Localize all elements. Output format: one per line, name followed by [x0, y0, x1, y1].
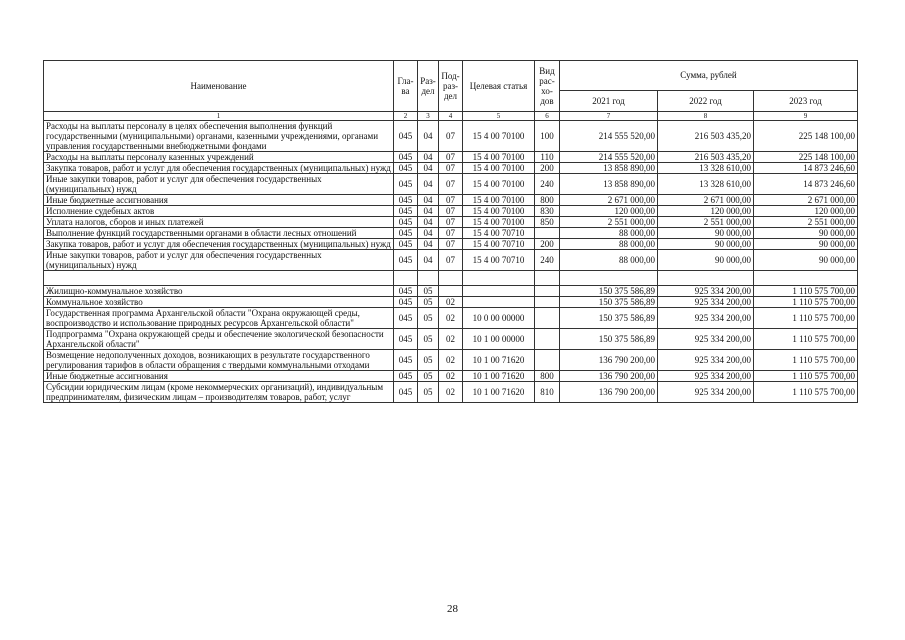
row-vid: 850: [535, 217, 560, 228]
row-sum-2023: 90 000,00: [754, 250, 858, 271]
row-sum-2022: 90 000,00: [658, 250, 754, 271]
row-sum-2022: 216 503 435,20: [658, 121, 754, 152]
row-razdel: 04: [418, 239, 439, 250]
row-podrazdel: 07: [439, 195, 463, 206]
table-row: [44, 239, 858, 250]
row-sum-2022: 925 334 200,00: [658, 382, 754, 403]
row-name: Иные закупки товаров, работ и услуг для обеспечения государственных (муниципальных) нужд: [44, 250, 394, 271]
row-podrazdel: 07: [439, 152, 463, 163]
row-podrazdel: 02: [439, 297, 463, 308]
row-name: Подпрограмма "Охрана окружающей среды и обеспечение экологической безопасности Архангельской области": [44, 329, 394, 350]
row-sum-2023: [754, 271, 858, 286]
row-razdel: [418, 271, 439, 286]
row-podrazdel: 07: [439, 239, 463, 250]
row-podrazdel: 07: [439, 121, 463, 152]
row-podrazdel: [439, 286, 463, 297]
row-tselevaya: 10 0 00 00000: [463, 308, 535, 329]
row-razdel: 04: [418, 195, 439, 206]
row-vid: 200: [535, 163, 560, 174]
row-sum-2021: 150 375 586,89: [560, 329, 658, 350]
row-glava: 045: [394, 382, 418, 403]
row-name: Расходы на выплаты персоналу казенных учреждений: [44, 152, 394, 163]
header-glava: Гла-ва: [394, 61, 418, 112]
row-sum-2021: 136 790 200,00: [560, 382, 658, 403]
row-vid: [535, 297, 560, 308]
header-vid: Вид рас-хо-дов: [535, 61, 560, 112]
row-glava: 045: [394, 195, 418, 206]
row-name: Иные бюджетные ассигнования: [44, 195, 394, 206]
row-sum-2021: 136 790 200,00: [560, 371, 658, 382]
header-year-2021: 2021 год: [560, 90, 658, 111]
row-sum-2022: 216 503 435,20: [658, 152, 754, 163]
row-glava: 045: [394, 152, 418, 163]
row-glava: 045: [394, 308, 418, 329]
row-sum-2023: 1 110 575 700,00: [754, 286, 858, 297]
row-name: Расходы на выплаты персоналу в целях обеспечения выполнения функций государственными (муниципальными) органами, казенными учреждениями, органами управления государственными внебюджетными фондами: [44, 121, 394, 152]
table-row: [44, 329, 858, 350]
row-podrazdel: 07: [439, 250, 463, 271]
row-sum-2022: 925 334 200,00: [658, 308, 754, 329]
row-vid: [535, 329, 560, 350]
row-name: Выполнение функций государственными органами в области лесных отношений: [44, 228, 394, 239]
row-sum-2023: 1 110 575 700,00: [754, 308, 858, 329]
row-glava: 045: [394, 228, 418, 239]
column-number: 2: [394, 112, 418, 121]
row-glava: 045: [394, 250, 418, 271]
row-sum-2023: 225 148 100,00: [754, 152, 858, 163]
header-summa: Сумма, рублей: [560, 61, 858, 91]
row-tselevaya: 15 4 00 70710: [463, 228, 535, 239]
row-razdel: 05: [418, 329, 439, 350]
header-razdel: Раз-дел: [418, 61, 439, 112]
row-sum-2021: 214 555 520,00: [560, 152, 658, 163]
row-tselevaya: 15 4 00 70100: [463, 163, 535, 174]
budget-table: [43, 60, 858, 403]
column-number: 3: [418, 112, 439, 121]
row-vid: 800: [535, 371, 560, 382]
row-vid: [535, 271, 560, 286]
row-podrazdel: 02: [439, 329, 463, 350]
row-tselevaya: 15 4 00 70100: [463, 217, 535, 228]
row-podrazdel: 02: [439, 308, 463, 329]
row-razdel: 04: [418, 152, 439, 163]
row-tselevaya: [463, 286, 535, 297]
table-row: [44, 350, 858, 371]
row-sum-2022: 120 000,00: [658, 206, 754, 217]
row-name: Иные бюджетные ассигнования: [44, 371, 394, 382]
row-razdel: 04: [418, 163, 439, 174]
row-podrazdel: 07: [439, 217, 463, 228]
table-row: [44, 286, 858, 297]
row-razdel: 04: [418, 228, 439, 239]
row-sum-2022: 2 671 000,00: [658, 195, 754, 206]
row-sum-2023: 14 873 246,60: [754, 163, 858, 174]
row-name: [44, 271, 394, 286]
row-sum-2022: [658, 271, 754, 286]
row-glava: 045: [394, 239, 418, 250]
row-podrazdel: 02: [439, 371, 463, 382]
row-glava: 045: [394, 371, 418, 382]
row-sum-2022: 925 334 200,00: [658, 371, 754, 382]
row-sum-2021: 150 375 586,89: [560, 308, 658, 329]
row-sum-2023: 2 551 000,00: [754, 217, 858, 228]
row-tselevaya: [463, 297, 535, 308]
row-razdel: 04: [418, 217, 439, 228]
table-row: [44, 206, 858, 217]
row-tselevaya: 10 1 00 00000: [463, 329, 535, 350]
row-razdel: 05: [418, 297, 439, 308]
row-glava: 045: [394, 206, 418, 217]
row-sum-2023: 225 148 100,00: [754, 121, 858, 152]
row-razdel: 05: [418, 350, 439, 371]
row-vid: [535, 350, 560, 371]
table-row: [44, 195, 858, 206]
row-vid: 240: [535, 250, 560, 271]
row-sum-2021: 13 858 890,00: [560, 174, 658, 195]
row-name: Жилищно-коммунальное хозяйство: [44, 286, 394, 297]
header-year-2023: 2023 год: [754, 90, 858, 111]
row-sum-2021: 13 858 890,00: [560, 163, 658, 174]
row-vid: 100: [535, 121, 560, 152]
row-sum-2021: 120 000,00: [560, 206, 658, 217]
row-tselevaya: 15 4 00 70710: [463, 239, 535, 250]
table-row: [44, 371, 858, 382]
column-number: 9: [754, 112, 858, 121]
row-sum-2021: 88 000,00: [560, 250, 658, 271]
column-number: 4: [439, 112, 463, 121]
row-sum-2023: 1 110 575 700,00: [754, 371, 858, 382]
table-row: [44, 163, 858, 174]
row-vid: 810: [535, 382, 560, 403]
table-body: [44, 121, 858, 403]
row-sum-2021: 150 375 586,89: [560, 297, 658, 308]
row-glava: 045: [394, 217, 418, 228]
row-sum-2023: 1 110 575 700,00: [754, 350, 858, 371]
header-year-2022: 2022 год: [658, 90, 754, 111]
row-razdel: 05: [418, 382, 439, 403]
row-vid: [535, 308, 560, 329]
row-tselevaya: 15 4 00 70100: [463, 206, 535, 217]
row-sum-2023: 2 671 000,00: [754, 195, 858, 206]
row-sum-2022: 13 328 610,00: [658, 163, 754, 174]
row-sum-2021: 88 000,00: [560, 239, 658, 250]
row-name: Субсидии юридическим лицам (кроме некоммерческих организаций), индивидуальным предпринимателям, физическим лицам – производителям товаров, работ, услуг: [44, 382, 394, 403]
row-name: Коммунальное хозяйство: [44, 297, 394, 308]
row-tselevaya: 15 4 00 70100: [463, 121, 535, 152]
row-tselevaya: 10 1 00 71620: [463, 350, 535, 371]
table-row: [44, 174, 858, 195]
row-sum-2023: 1 110 575 700,00: [754, 329, 858, 350]
row-razdel: 05: [418, 286, 439, 297]
table-row: [44, 217, 858, 228]
column-number: 6: [535, 112, 560, 121]
row-podrazdel: 02: [439, 350, 463, 371]
row-sum-2021: [560, 271, 658, 286]
table-row: [44, 308, 858, 329]
row-vid: 110: [535, 152, 560, 163]
row-vid: 200: [535, 239, 560, 250]
table-row: [44, 152, 858, 163]
row-vid: 800: [535, 195, 560, 206]
header-podrazdel: Под-раз-дел: [439, 61, 463, 112]
row-podrazdel: 02: [439, 382, 463, 403]
row-sum-2023: 90 000,00: [754, 239, 858, 250]
row-podrazdel: 07: [439, 163, 463, 174]
row-glava: 045: [394, 329, 418, 350]
row-sum-2023: 1 110 575 700,00: [754, 382, 858, 403]
row-glava: [394, 271, 418, 286]
row-name: Иные закупки товаров, работ и услуг для обеспечения государственных (муниципальных) нужд: [44, 174, 394, 195]
column-number: 8: [658, 112, 754, 121]
row-vid: 240: [535, 174, 560, 195]
row-sum-2023: 90 000,00: [754, 228, 858, 239]
row-razdel: 04: [418, 121, 439, 152]
header-name: Наименование: [44, 61, 394, 112]
row-podrazdel: 07: [439, 228, 463, 239]
row-sum-2021: 2 551 000,00: [560, 217, 658, 228]
row-sum-2022: 925 334 200,00: [658, 286, 754, 297]
row-tselevaya: 15 4 00 70100: [463, 152, 535, 163]
row-razdel: 05: [418, 308, 439, 329]
row-sum-2022: 925 334 200,00: [658, 329, 754, 350]
row-razdel: 05: [418, 371, 439, 382]
row-sum-2023: 1 110 575 700,00: [754, 297, 858, 308]
row-name: Уплата налогов, сборов и иных платежей: [44, 217, 394, 228]
table-row: [44, 228, 858, 239]
row-sum-2021: 214 555 520,00: [560, 121, 658, 152]
table-row: [44, 297, 858, 308]
table-row: [44, 271, 858, 286]
row-name: Исполнение судебных актов: [44, 206, 394, 217]
row-sum-2021: 88 000,00: [560, 228, 658, 239]
row-tselevaya: 10 1 00 71620: [463, 382, 535, 403]
row-name: Закупка товаров, работ и услуг для обеспечения государственных (муниципальных) нужд: [44, 163, 394, 174]
row-sum-2022: 2 551 000,00: [658, 217, 754, 228]
row-tselevaya: 15 4 00 70100: [463, 174, 535, 195]
row-tselevaya: 15 4 00 70100: [463, 195, 535, 206]
row-sum-2022: 13 328 610,00: [658, 174, 754, 195]
row-vid: [535, 228, 560, 239]
table-row: [44, 121, 858, 152]
row-razdel: 04: [418, 174, 439, 195]
column-number: 7: [560, 112, 658, 121]
row-sum-2021: 2 671 000,00: [560, 195, 658, 206]
row-sum-2021: 150 375 586,89: [560, 286, 658, 297]
row-name: Закупка товаров, работ и услуг для обеспечения государственных (муниципальных) нужд: [44, 239, 394, 250]
row-name: Государственная программа Архангельской области "Охрана окружающей среды, воспроизводство и использование природных ресурсов Архангельской области": [44, 308, 394, 329]
row-glava: 045: [394, 286, 418, 297]
row-name: Возмещение недополученных доходов, возникающих в результате государственного регулирования тарифов в области обращения с твердыми коммунальными отходами: [44, 350, 394, 371]
column-number-row: [44, 112, 858, 121]
row-sum-2022: 925 334 200,00: [658, 350, 754, 371]
column-number: 5: [463, 112, 535, 121]
row-glava: 045: [394, 121, 418, 152]
row-glava: 045: [394, 163, 418, 174]
table-row: [44, 250, 858, 271]
row-podrazdel: [439, 271, 463, 286]
row-sum-2022: 90 000,00: [658, 239, 754, 250]
row-glava: 045: [394, 350, 418, 371]
header-tselevaya: Целевая статья: [463, 61, 535, 112]
row-razdel: 04: [418, 206, 439, 217]
row-vid: 830: [535, 206, 560, 217]
row-sum-2022: 90 000,00: [658, 228, 754, 239]
row-glava: 045: [394, 297, 418, 308]
row-sum-2023: 14 873 246,60: [754, 174, 858, 195]
row-podrazdel: 07: [439, 206, 463, 217]
table-row: [44, 382, 858, 403]
row-razdel: 04: [418, 250, 439, 271]
row-glava: 045: [394, 174, 418, 195]
row-sum-2023: 120 000,00: [754, 206, 858, 217]
row-podrazdel: 07: [439, 174, 463, 195]
page-number: 28: [447, 603, 458, 615]
column-number: 1: [44, 112, 394, 121]
row-tselevaya: 15 4 00 70710: [463, 250, 535, 271]
row-sum-2021: 136 790 200,00: [560, 350, 658, 371]
row-tselevaya: 10 1 00 71620: [463, 371, 535, 382]
row-sum-2022: 925 334 200,00: [658, 297, 754, 308]
row-vid: [535, 286, 560, 297]
row-tselevaya: [463, 271, 535, 286]
